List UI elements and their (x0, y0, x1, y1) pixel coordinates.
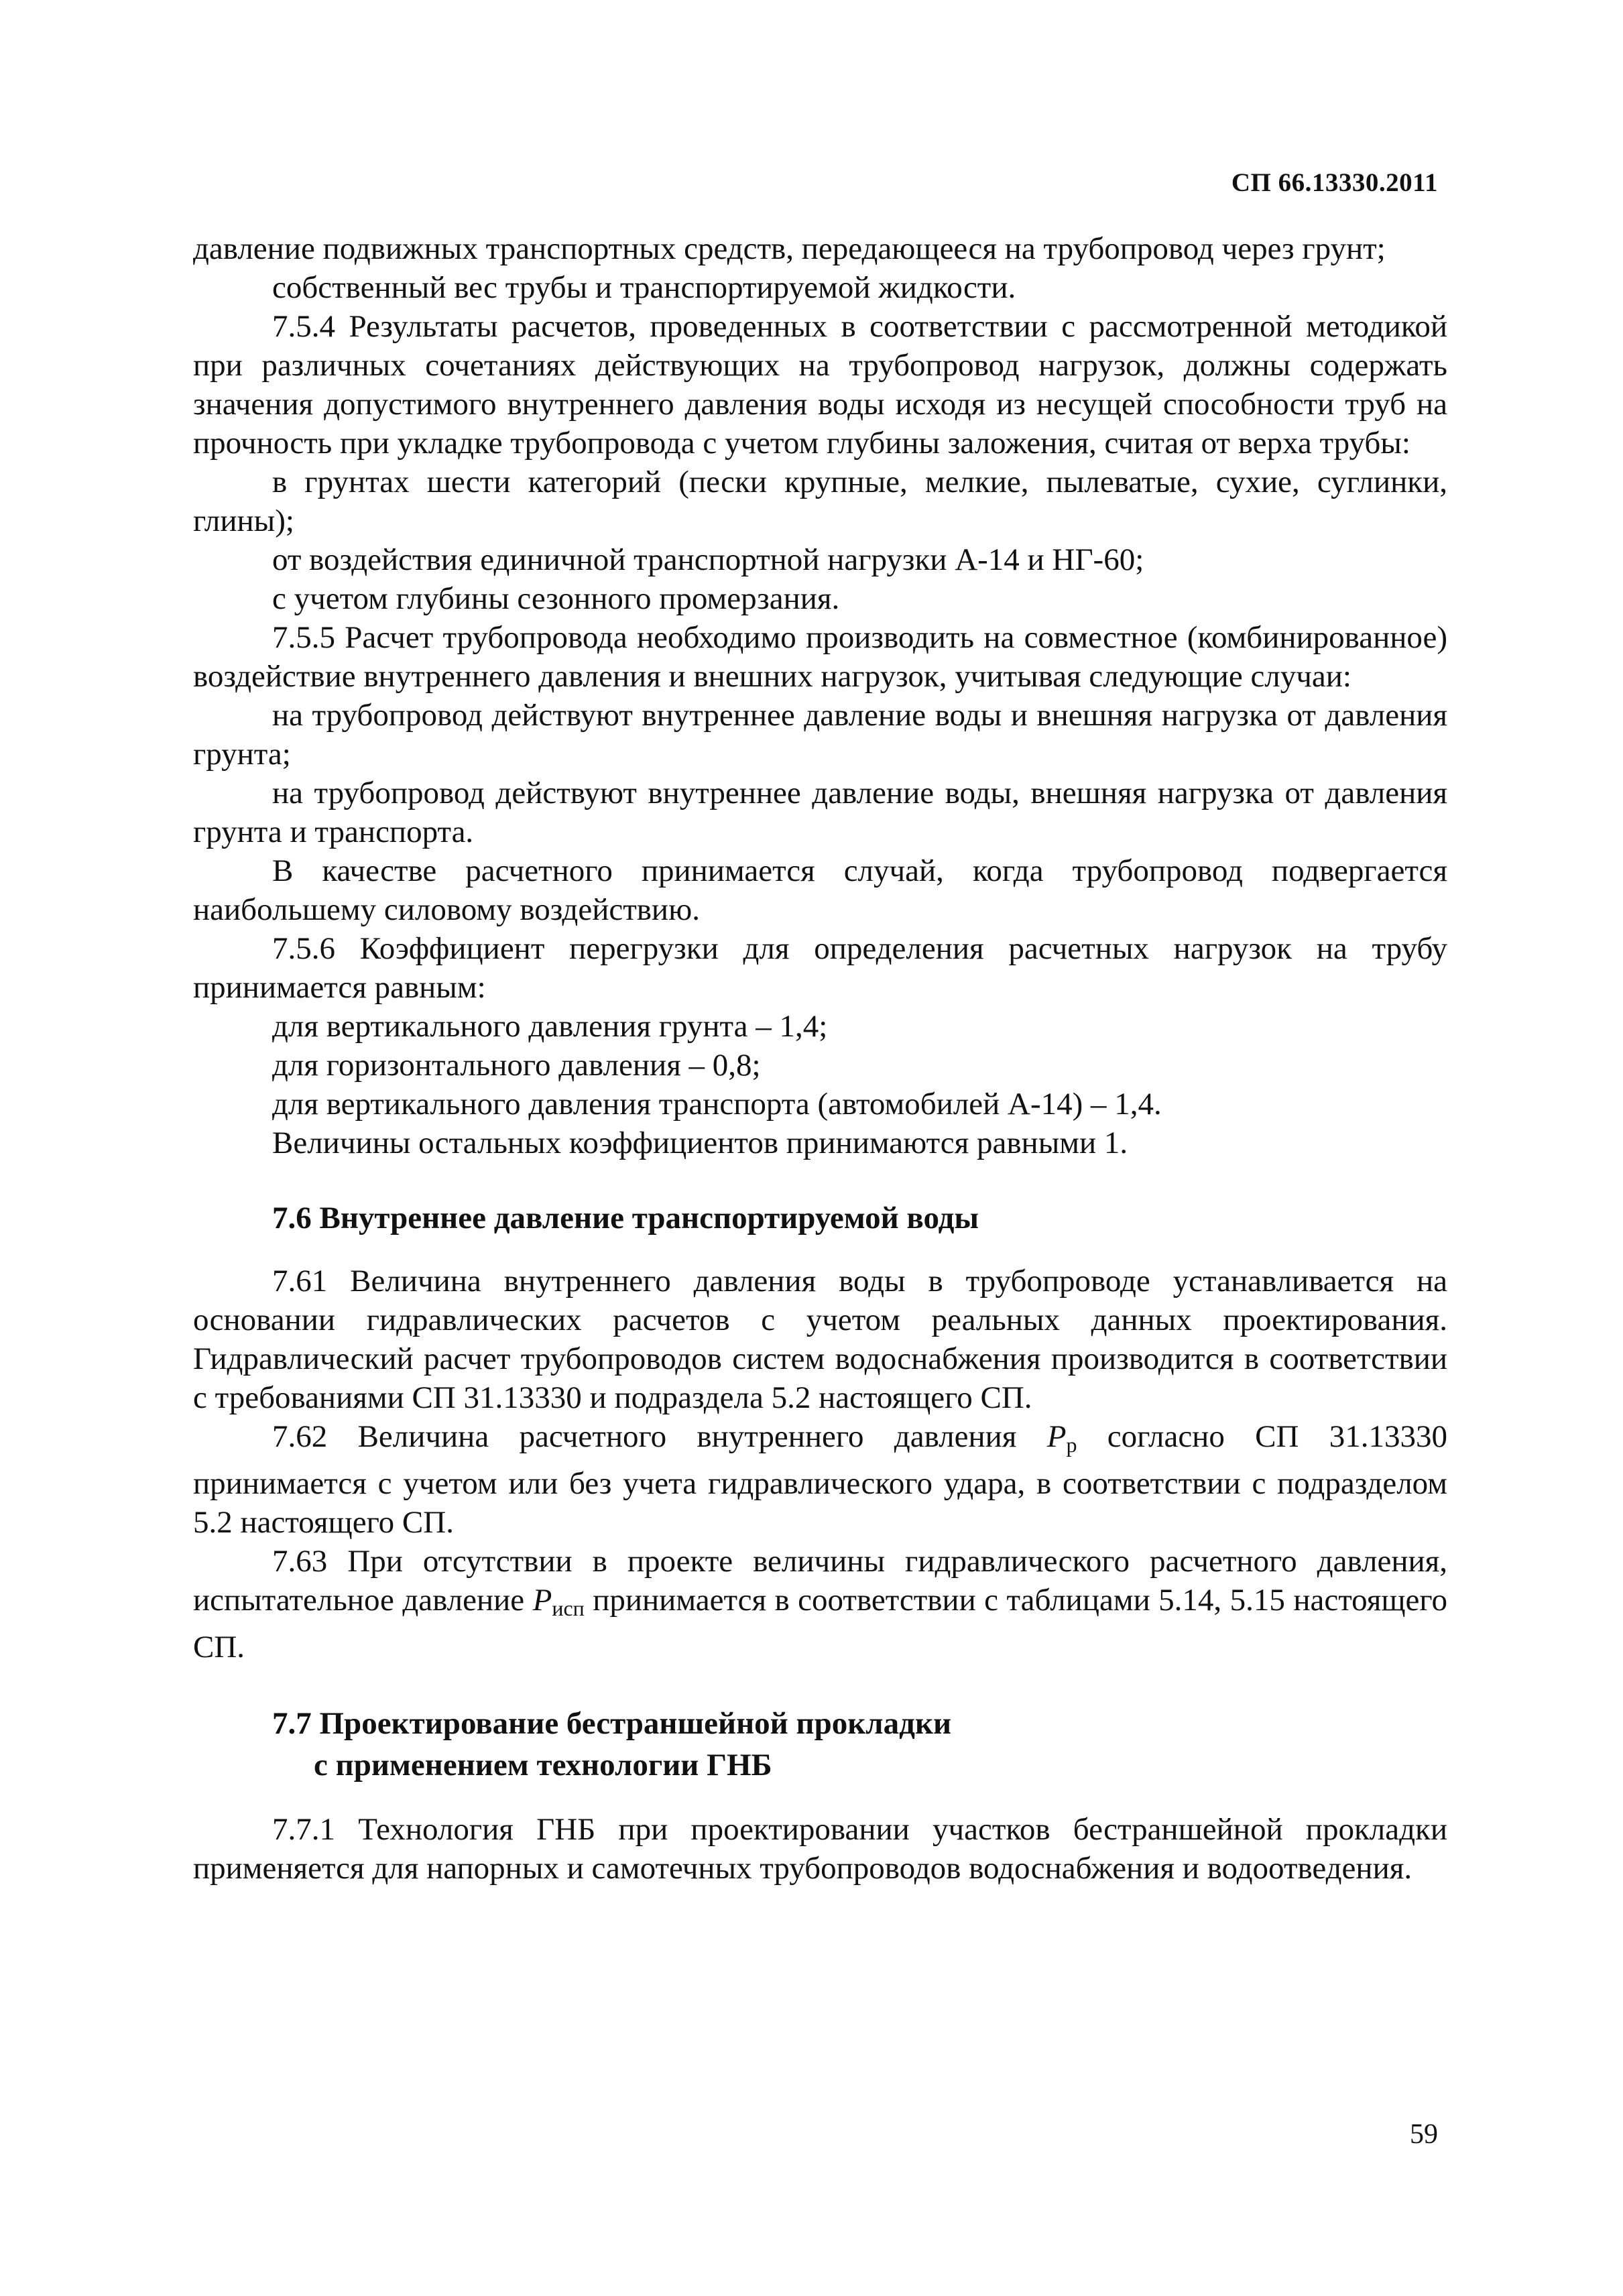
text-fragment: принимается в соответствии с таблицами 5.14, 5.15 настоящего СП. (193, 1583, 1447, 1665)
paragraph: давление подвижных транспортных средств, передающееся на трубопровод через грунт; (193, 231, 1386, 266)
pressure-symbol: P (1046, 1419, 1067, 1454)
paragraph-7-62 (193, 1417, 1447, 1542)
heading-line: 7.7 Проектирование бестраншейной прокладки (272, 1706, 952, 1741)
text-fragment: согласно СП 31.13330 принимается с учетом или без учета гидравлического удара, в соответствии с подразделом 5.2 настоящего СП. (193, 1419, 1448, 1540)
document-body (193, 229, 1447, 1888)
document-code-header: СП 66.13330.2011 (1231, 168, 1438, 197)
paragraph-7-61: 7.61 Величина внутреннего давления воды в трубопроводе устанавливается на основании гидравлических расчетов с учетом реальных данных проектирования. Гидравлический расчет трубопроводов систем водоснабжения производится в соответствии с требованиями СП 31.13330 и подраздела 5.2 настоящего СП. (193, 1264, 1447, 1415)
pressure-symbol: P (532, 1583, 552, 1618)
section-heading-7-7 (193, 1703, 1447, 1786)
paragraph: собственный вес трубы и транспортируемой жидкости. (272, 270, 1016, 305)
text-fragment: 7.62 Величина расчетного внутреннего давления (272, 1419, 1047, 1454)
paragraph-7-5-6: 7.5.6 Коэффициент перегрузки для определения расчетных нагрузок на трубу принимается равным: (193, 931, 1447, 1005)
pressure-subscript: р (1066, 1433, 1077, 1457)
pressure-subscript: исп (552, 1596, 585, 1620)
paragraph: В качестве расчетного принимается случай, когда трубопровод подвергается наибольшему силовому воздействию. (193, 853, 1447, 927)
list-item: для горизонтального давления – 0,8; (272, 1048, 761, 1083)
paragraph-7-7-1: 7.7.1 Технология ГНБ при проектировании участков бестраншейной прокладки применяется для напорных и самотечных трубопроводов водоснабжения и водоотведения. (193, 1812, 1447, 1886)
list-item: для вертикального давления транспорта (автомобилей А-14) – 1,4. (272, 1087, 1162, 1122)
list-item: от воздействия единичной транспортной нагрузки А-14 и НГ-60; (272, 542, 1144, 577)
page-number: 59 (1410, 2119, 1438, 2150)
list-item: для вертикального давления грунта – 1,4; (272, 1009, 828, 1044)
list-item: на трубопровод действуют внутреннее давление воды, внешняя нагрузка от давления грунта и транспорта. (193, 776, 1447, 849)
list-item: с учетом глубины сезонного промерзания. (272, 581, 840, 616)
paragraph: Величины остальных коэффициентов принимаются равными 1. (272, 1126, 1128, 1160)
heading-line: с применением технологии ГНБ (314, 1748, 772, 1783)
paragraph-7-5-4: 7.5.4 Результаты расчетов, проведенных в соответствии с рассмотренной методикой при различных сочетаниях действующих на трубопровод нагрузок, должны содержать значения допустимого внутреннего давления воды исходя из несущей способности труб на прочность при укладке трубопровода с учетом глубины заложения, считая от верха трубы: (193, 309, 1447, 461)
section-heading-7-6: 7.6 Внутреннее давление транспортируемой воды (272, 1201, 979, 1235)
list-item: на трубопровод действуют внутреннее давление воды и внешняя нагрузка от давления грунта; (193, 698, 1447, 772)
paragraph-7-5-5: 7.5.5 Расчет трубопровода необходимо производить на совместное (комбинированное) воздействие внутреннего давления и внешних нагрузок, учитывая следующие случаи: (193, 620, 1447, 694)
paragraph-7-63 (193, 1542, 1447, 1667)
text-fragment: 7.63 При отсутствии в проекте величины гидравлического расчетного давления, испытательное давление (193, 1544, 1447, 1618)
list-item: в грунтах шести категорий (пески крупные, мелкие, пылеватые, сухие, суглинки, глины); (193, 465, 1447, 538)
